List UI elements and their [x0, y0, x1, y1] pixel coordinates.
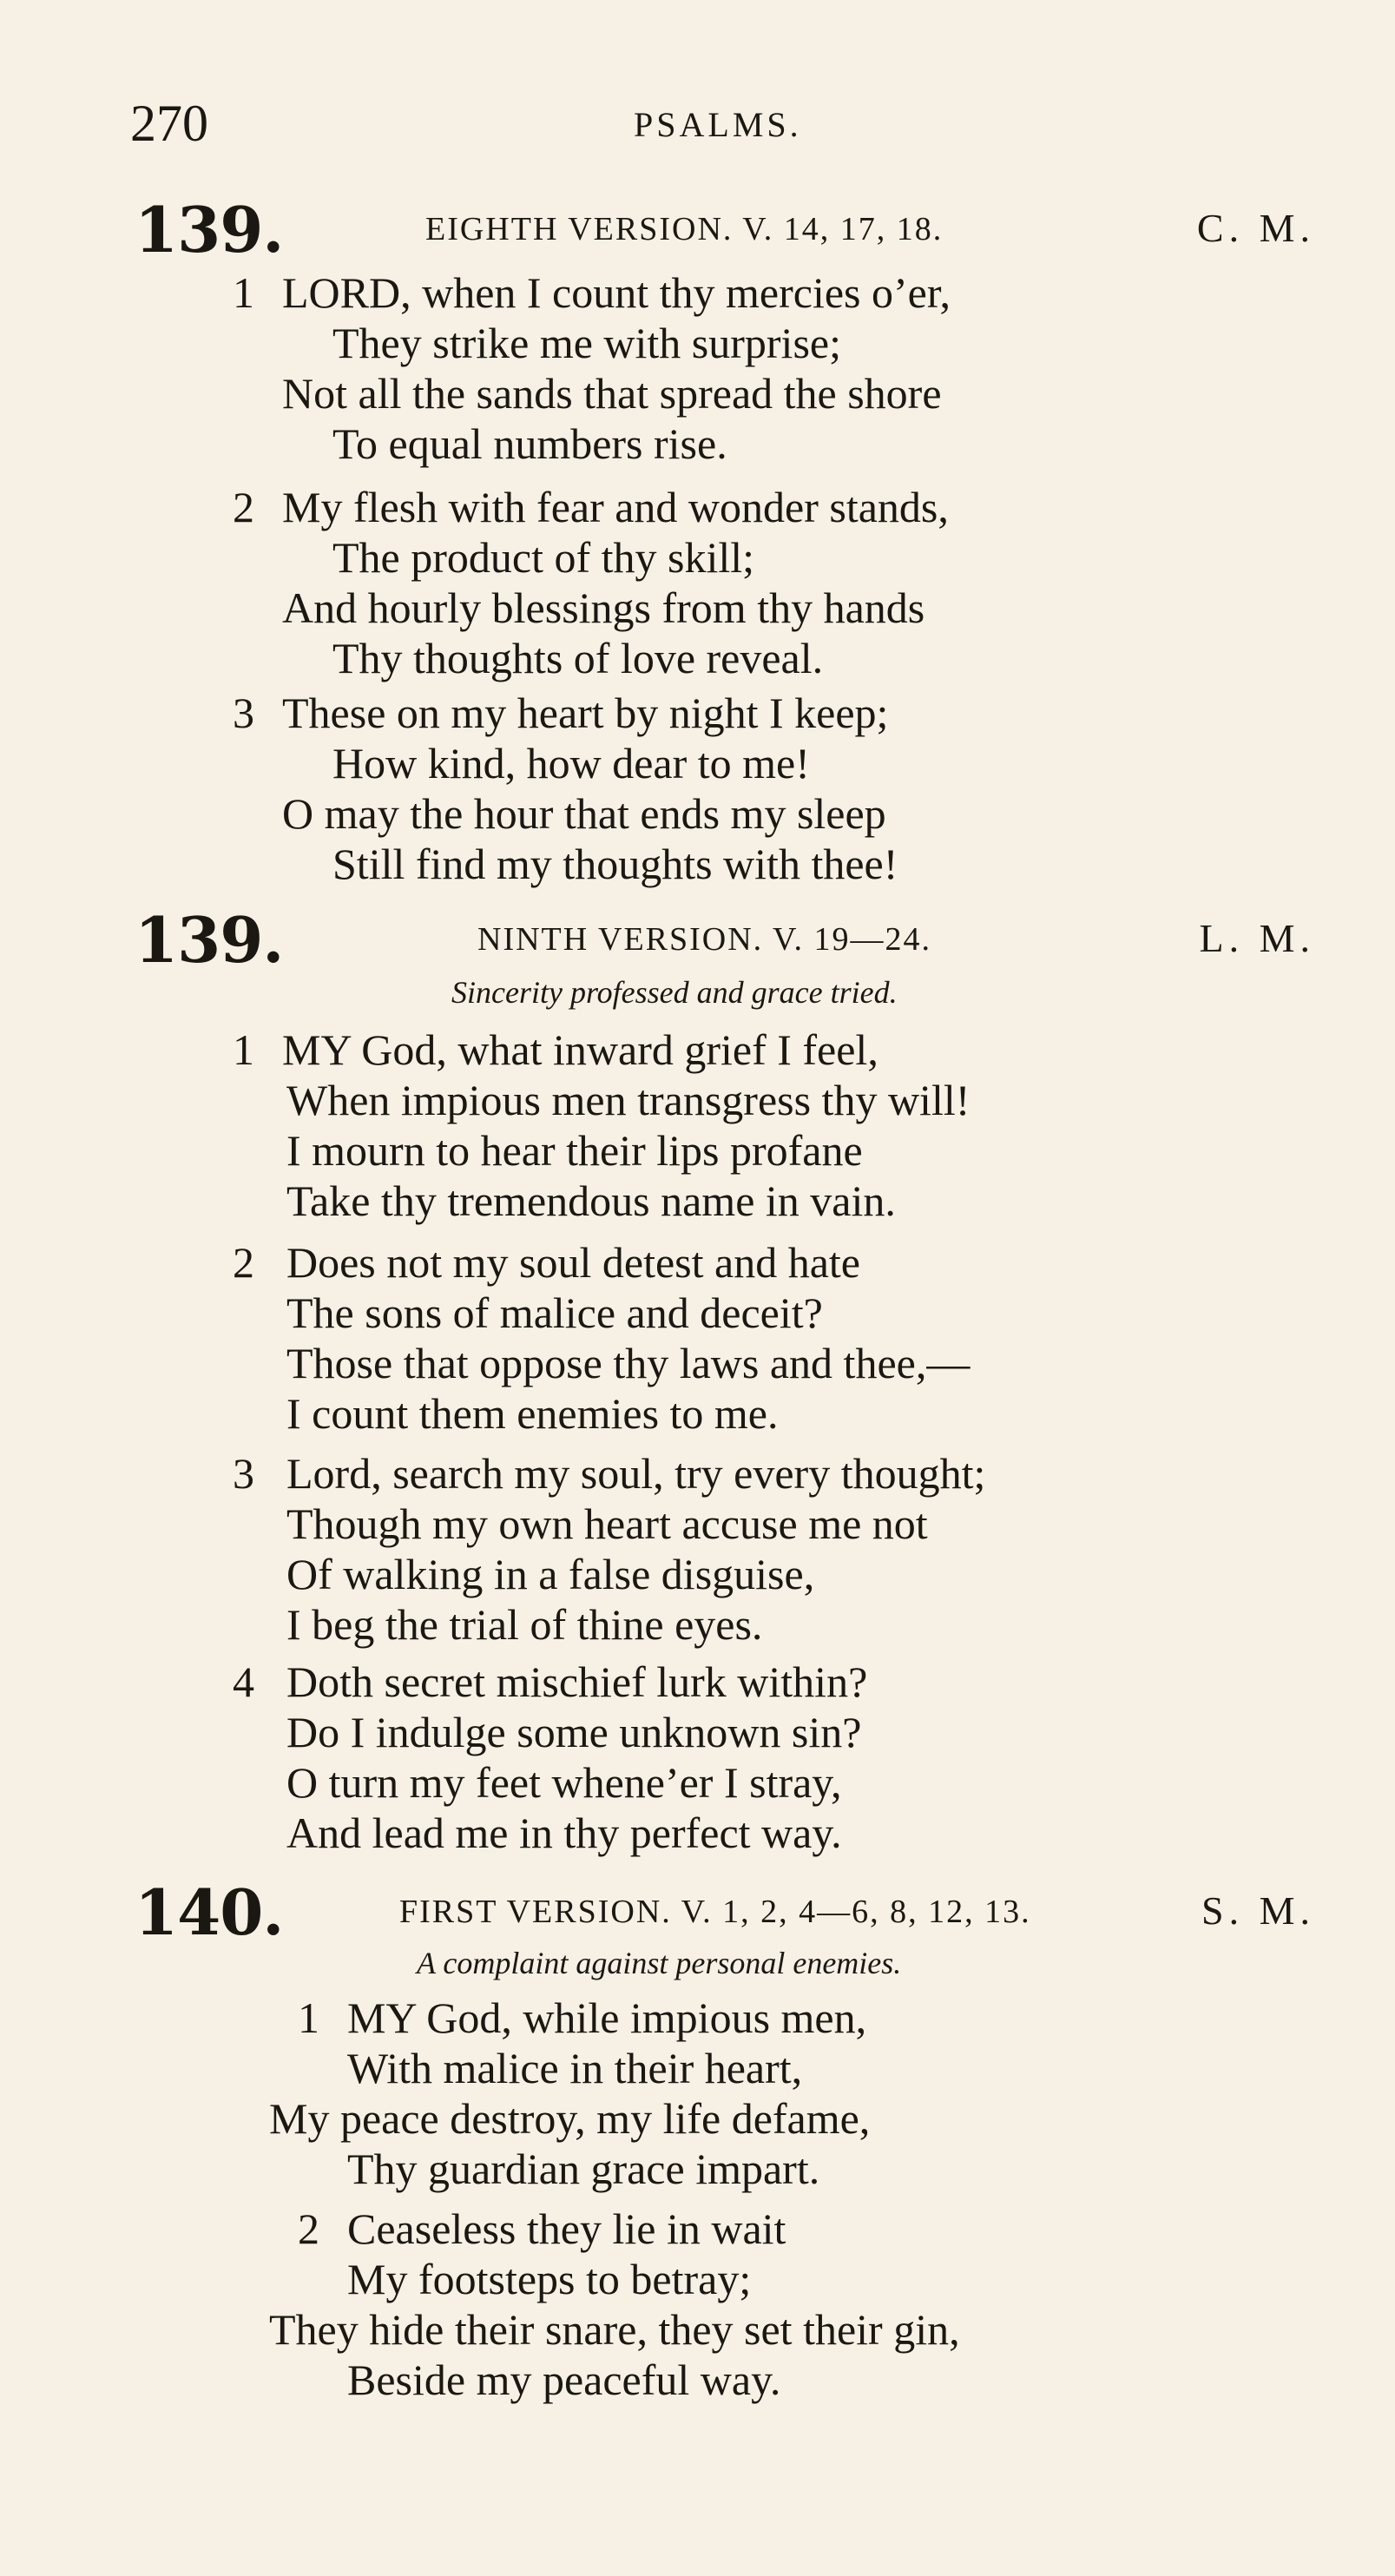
verse-line: And hourly blessings from thy hands [282, 583, 925, 632]
verse-line: Not all the sands that spread the shore [282, 369, 942, 418]
hymn-heading [135, 193, 1315, 267]
verse-number: 3 [233, 1449, 254, 1498]
meter-label: S. M. [1201, 1888, 1315, 1933]
verse-line: And lead me in thy perfect way. [286, 1808, 842, 1857]
verse-line: Thy thoughts of love reveal. [332, 634, 824, 682]
verse-number: 1 [233, 1025, 254, 1074]
verse-line: Still find my thoughts with thee! [332, 840, 898, 888]
hymn-heading [135, 903, 1315, 977]
meter-label: L. M. [1199, 916, 1315, 960]
verse-line: Though my own heart accuse me not [286, 1499, 928, 1548]
verse-number: 4 [233, 1657, 254, 1706]
verse-line: MY God, what inward grief I feel, [282, 1025, 878, 1074]
verse-line: With malice in their heart, [347, 2044, 803, 2092]
verse-line: They strike me with surprise; [332, 319, 841, 367]
verse-line: Take thy tremendous name in vain. [286, 1176, 896, 1225]
verse-line: Doth secret mischief lurk within? [286, 1657, 868, 1706]
verse-number: 1 [298, 1993, 319, 2042]
version-label: EIGHTH VERSION. V. 14, 17, 18. [425, 211, 944, 247]
page-number: 270 [130, 95, 208, 152]
verse-line: Beside my peaceful way. [347, 2355, 781, 2404]
verse-line: I count them enemies to me. [286, 1389, 779, 1438]
meter-label: C. M. [1196, 206, 1315, 250]
verse-number: 2 [298, 2204, 319, 2253]
verse-number: 1 [233, 268, 254, 317]
verse-line: The product of thy skill; [332, 533, 755, 582]
verse-line: The sons of malice and deceit? [286, 1288, 823, 1337]
verse-line: To equal numbers rise. [332, 419, 727, 468]
hymn-subtitle: Sincerity professed and grace tried. [451, 975, 898, 1010]
verse-line: Thy guardian grace impart. [347, 2144, 820, 2193]
hymn-heading [135, 1875, 1315, 1949]
verse-number: 3 [233, 688, 254, 737]
page-header [130, 94, 1291, 155]
verse-line: MY God, while impious men, [347, 1993, 867, 2042]
verse-line: My flesh with fear and wonder stands, [282, 483, 949, 531]
version-label: FIRST VERSION. V. 1, 2, 4—6, 8, 12, 13. [399, 1894, 1031, 1930]
verse-line: O turn my feet whene’er I stray, [286, 1758, 842, 1807]
verse-line: O may the hour that ends my sleep [282, 789, 886, 838]
verse-number: 2 [233, 483, 254, 531]
hymn-number: 139. [135, 193, 284, 267]
verse-line: Do I indulge some unknown sin? [286, 1708, 862, 1756]
verse-line: How kind, how dear to me! [332, 739, 810, 787]
verse-line: Lord, search my soul, try every thought; [286, 1449, 986, 1498]
verse-line: Of walking in a false disguise, [286, 1550, 815, 1598]
verse-number: 2 [233, 1238, 254, 1287]
verse-line: Does not my soul detest and hate [286, 1238, 860, 1287]
hymn-subtitle: A complaint against personal enemies. [417, 1946, 902, 1980]
verse-line: Ceaseless they lie in wait [347, 2204, 786, 2253]
hymn-number: 140. [135, 1875, 284, 1949]
verse-line: When impious men transgress thy will! [286, 1076, 971, 1124]
verse-line: LORD, when I count thy mercies o’er, [282, 268, 951, 317]
version-label: NINTH VERSION. V. 19—24. [477, 921, 932, 958]
verse-line: They hide their snare, they set their gin, [269, 2305, 960, 2354]
running-head: PSALMS. [634, 105, 802, 144]
verse-line: My peace destroy, my life defame, [269, 2094, 871, 2143]
verse-line: Those that oppose thy laws and thee,— [286, 1339, 971, 1387]
verse-line: My footsteps to betray; [347, 2255, 752, 2303]
verse-line: These on my heart by night I keep; [282, 688, 889, 737]
verse-line: I beg the trial of thine eyes. [286, 1600, 763, 1649]
hymn-number: 139. [135, 903, 284, 977]
verse-line: I mourn to hear their lips profane [286, 1126, 863, 1175]
